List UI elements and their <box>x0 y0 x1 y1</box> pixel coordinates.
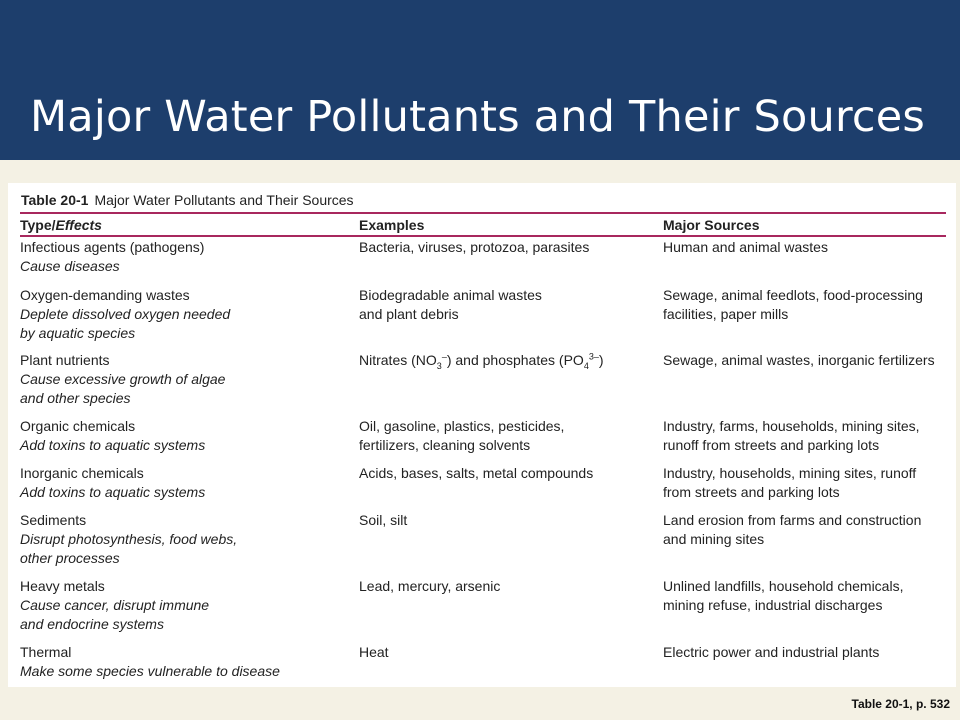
sources-line: mining refuse, industrial discharges <box>663 597 883 613</box>
table-reference: Table 20-1, p. 532 <box>851 697 950 711</box>
effect-line: and other species <box>20 390 131 406</box>
examples-cell <box>359 511 407 530</box>
sources-cell <box>663 577 903 615</box>
examples-cell <box>359 351 604 370</box>
examples-cell <box>359 417 564 455</box>
sources-cell <box>663 417 920 455</box>
examples-line: Soil, silt <box>359 512 408 528</box>
table-panel <box>8 183 956 687</box>
header-effects: Effects <box>55 217 102 233</box>
table-number: Table 20-1 <box>21 192 89 208</box>
header-examples: Examples <box>359 217 425 233</box>
slide-title: Major Water Pollutants and Their Sources <box>30 92 926 142</box>
sources-line: from streets and parking lots <box>663 484 840 500</box>
pollutant-type: Plant nutrients <box>20 352 110 368</box>
sources-cell <box>663 238 828 257</box>
type-cell <box>20 351 225 408</box>
sources-cell <box>663 286 923 324</box>
effect-line: by aquatic species <box>20 325 136 341</box>
effect-line: Deplete dissolved oxygen needed <box>20 306 231 322</box>
examples-cell <box>359 464 593 483</box>
sources-line: runoff from streets and parking lots <box>663 437 880 453</box>
sources-cell <box>663 511 921 549</box>
header-sources: Major Sources <box>663 217 760 233</box>
examples-cell <box>359 577 500 596</box>
slide-header <box>0 0 960 160</box>
sources-line: Electric power and industrial plants <box>663 644 880 660</box>
effect-line: Add toxins to aquatic systems <box>20 437 206 453</box>
sources-line: facilities, paper mills <box>663 306 789 322</box>
examples-line: fertilizers, cleaning solvents <box>359 437 531 453</box>
effect-line: other processes <box>20 550 120 566</box>
sources-line: and mining sites <box>663 531 765 547</box>
type-cell <box>20 577 209 634</box>
header-rule <box>20 235 946 237</box>
header-type: Type/ <box>20 217 56 233</box>
type-cell <box>20 238 204 276</box>
examples-cell <box>359 238 589 257</box>
examples-line: and plant debris <box>359 306 459 322</box>
caption-rule <box>20 212 946 214</box>
type-cell <box>20 286 230 343</box>
examples-cell <box>359 643 389 662</box>
examples-line: Heat <box>359 644 389 660</box>
pollutant-type: Organic chemicals <box>20 418 136 434</box>
examples-line: Oil, gasoline, plastics, pesticides, <box>359 418 565 434</box>
examples-line: Acids, bases, salts, metal compounds <box>359 465 594 481</box>
sources-line: Sewage, animal wastes, inorganic fertilizers <box>663 352 935 368</box>
effect-line: Cause diseases <box>20 258 120 274</box>
sources-line: Industry, households, mining sites, runoff <box>663 465 917 481</box>
effect-line: Disrupt photosynthesis, food webs, <box>20 531 238 547</box>
sources-line: Human and animal wastes <box>663 239 828 255</box>
sources-line: Unlined landfills, household chemicals, <box>663 578 904 594</box>
sources-line: Land erosion from farms and construction <box>663 512 922 528</box>
type-cell <box>20 464 205 502</box>
effect-line: Make some species vulnerable to disease <box>20 663 280 679</box>
type-cell <box>20 511 237 568</box>
pollutant-type: Sediments <box>20 512 87 528</box>
examples-cell <box>359 286 542 324</box>
table-caption-text: Major Water Pollutants and Their Sources <box>94 192 354 208</box>
pollutant-type: Infectious agents (pathogens) <box>20 239 205 255</box>
pollutant-type: Thermal <box>20 644 72 660</box>
sources-line: Industry, farms, households, mining sites, <box>663 418 920 434</box>
examples-line: Lead, mercury, arsenic <box>359 578 501 594</box>
pollutant-type: Heavy metals <box>20 578 105 594</box>
pollutant-type: Oxygen-demanding wastes <box>20 287 190 303</box>
header-type-effects <box>20 217 102 233</box>
sources-line: Sewage, animal feedlots, food-processing <box>663 287 923 303</box>
sources-cell <box>663 464 916 502</box>
effect-line: and endocrine systems <box>20 616 164 632</box>
type-cell <box>20 417 205 455</box>
effect-line: Cause cancer, disrupt immune <box>20 597 210 613</box>
effect-line: Add toxins to aquatic systems <box>20 484 206 500</box>
effect-line: Cause excessive growth of algae <box>20 371 226 387</box>
table-caption <box>21 192 354 208</box>
type-cell <box>20 643 280 681</box>
examples-line: Nitrates $(NO_3^-)$ and phosphates $(PO_4^{3-})$ <box>359 351 604 371</box>
examples-line: Bacteria, viruses, protozoa, parasites <box>359 239 590 255</box>
sources-cell <box>663 643 879 662</box>
pollutant-type: Inorganic chemicals <box>20 465 144 481</box>
examples-line: Biodegradable animal wastes <box>359 287 542 303</box>
sources-cell <box>663 351 935 370</box>
